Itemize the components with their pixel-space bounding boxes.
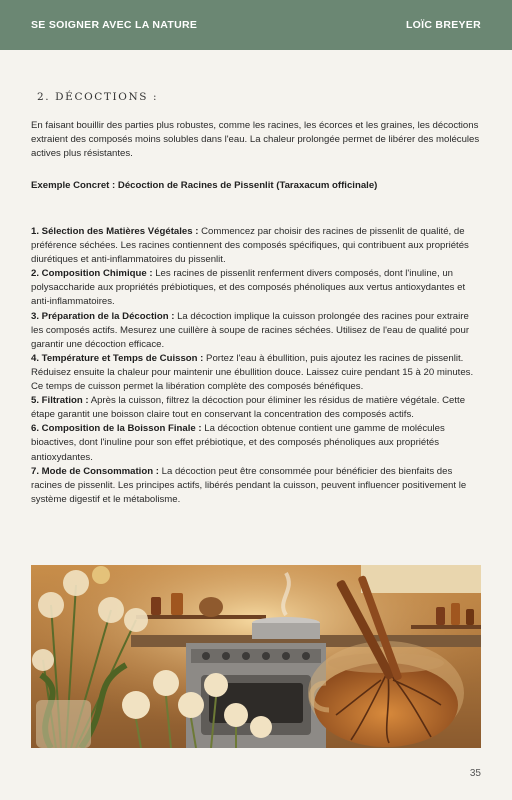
step-item	[31, 394, 483, 422]
intro-paragraph: En faisant bouillir des parties plus robustes, comme les racines, les écorces et les graines, les décoctions extraient des composés moins solubles dans l'eau. La chaleur prolongée permet de libérer des molécules actives plus résistantes.	[31, 120, 480, 159]
step-item	[31, 465, 483, 507]
step-text: Les racines de pissenlit renferment divers composés, dont l'inuline, un polysaccharide aux propriétés prébiotiques, et des composés phénoliques aux vertus antioxydantes et anti-inflammatoires.	[31, 268, 466, 308]
step-label: 4. Température et Temps de Cuisson :	[31, 352, 204, 364]
steps-list	[31, 225, 483, 507]
step-item	[31, 352, 483, 394]
step-label: 3. Préparation de la Décoction :	[31, 310, 175, 322]
step-text: La décoction implique la cuisson prolongée des racines pour extraire les composés actifs. Mesurez une cuillère à soupe de racines séchées. Utilisez de l'eau de qualité pour garantir une décoction efficace.	[31, 310, 470, 350]
example-title: Exemple Concret : Décoction de Racines de Pissenlit (Taraxacum officinale)	[31, 180, 378, 191]
step-text: Commencez par choisir des racines de pissenlit de qualité, de préférence séchées. Les racines contiennent des composés spécifiques, qui contribuent aux propriétés diurétiques et anti-inflammatoires du pissenlit.	[31, 226, 469, 266]
step-text: Après la cuisson, filtrez la décoction pour éliminer les résidus de matière végétale. Cette étape garantit une boisson claire tout en conservant la concentration des composés actifs.	[31, 395, 466, 421]
step-item	[31, 225, 483, 267]
page-header	[0, 0, 512, 50]
book-title: SE SOIGNER AVEC LA NATURE	[31, 19, 198, 31]
step-item	[31, 310, 483, 352]
step-label: 6. Composition de la Boisson Finale :	[31, 423, 202, 435]
step-item	[31, 267, 483, 309]
page-number: 35	[469, 768, 481, 779]
step-text: Portez l'eau à ébullition, puis ajoutez les racines de pissenlit. Réduisez ensuite la chaleur pour maintenir une ébullition douce. Laissez cuire pendant 15 à 20 minutes. Ce temps de cuisson permet la libération complète des composés bénéfiques.	[31, 352, 474, 393]
step-label: 1. Sélection des Matières Végétales :	[31, 226, 199, 237]
dandelion-decoction-illustration	[31, 565, 481, 748]
step-item	[31, 422, 483, 464]
step-text: La décoction obtenue contient une gamme de molécules bioactives, dont l'inuline pour son effet prébiotique, et des composés phénoliques aux propriétés antioxydantes.	[31, 423, 445, 463]
author-name: LOÏC BREYER	[405, 19, 481, 31]
section-title: 2. DÉCOCTIONS :	[37, 91, 159, 103]
step-text: La décoction peut être consommée pour bénéficier des bienfaits des racines de pissenlit. Les principes actifs, libérés pendant la cuisson, peuvent influencer positivement le système digestif et le métabolisme.	[31, 465, 467, 505]
step-label: 2. Composition Chimique :	[31, 268, 153, 280]
step-label: 5. Filtration :	[31, 395, 89, 407]
step-label: 7. Mode de Consommation :	[31, 465, 159, 477]
